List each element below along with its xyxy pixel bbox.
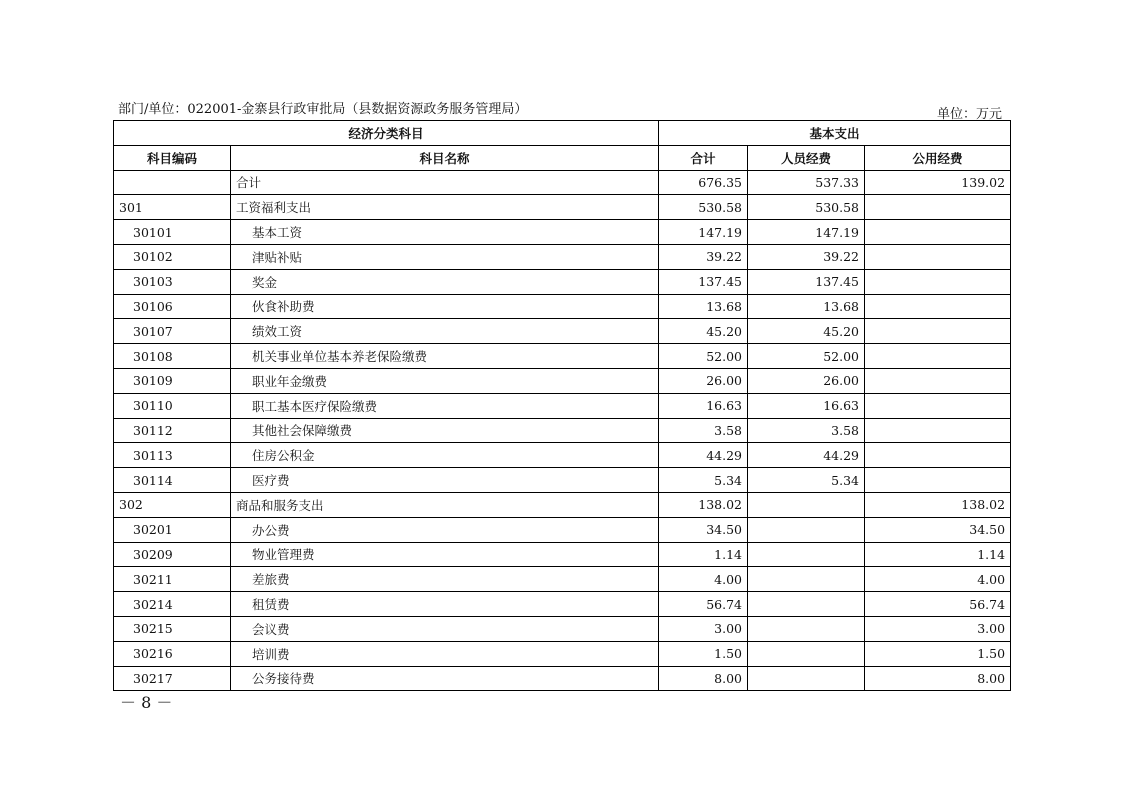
row-public-cell: 56.74 (865, 592, 1011, 617)
table-row (114, 443, 1011, 468)
row-personnel-cell (748, 616, 865, 641)
row-public-cell: 8.00 (865, 666, 1011, 691)
row-total-cell: 52.00 (659, 344, 748, 369)
row-code-cell: 301 (114, 195, 231, 220)
row-name-cell: 培训费 (231, 641, 659, 666)
row-public-cell (865, 368, 1011, 393)
row-public-cell (865, 468, 1011, 493)
row-code-cell: 30215 (114, 616, 231, 641)
row-code-cell: 30108 (114, 344, 231, 369)
table-row (114, 592, 1011, 617)
table-row (114, 220, 1011, 245)
table-row (114, 393, 1011, 418)
row-personnel-cell: 3.58 (748, 418, 865, 443)
row-public-cell (865, 443, 1011, 468)
table-row (114, 269, 1011, 294)
column-header-total: 合计 (659, 145, 748, 170)
row-public-cell (865, 319, 1011, 344)
row-code-cell: 30214 (114, 592, 231, 617)
row-total-cell: 26.00 (659, 368, 748, 393)
table-row (114, 517, 1011, 542)
basic-expenditure-header: 基本支出 (659, 121, 1011, 146)
row-code-cell: 30209 (114, 542, 231, 567)
row-name-cell: 机关事业单位基本养老保险缴费 (231, 344, 659, 369)
row-code-cell: 30216 (114, 641, 231, 666)
row-personnel-cell: 39.22 (748, 244, 865, 269)
row-total-cell: 34.50 (659, 517, 748, 542)
row-name-cell: 租赁费 (231, 592, 659, 617)
row-code-cell: 30110 (114, 393, 231, 418)
row-public-cell: 3.00 (865, 616, 1011, 641)
row-personnel-cell: 44.29 (748, 443, 865, 468)
row-personnel-cell: 530.58 (748, 195, 865, 220)
row-personnel-cell: 537.33 (748, 170, 865, 195)
table-row (114, 616, 1011, 641)
row-total-cell: 530.58 (659, 195, 748, 220)
row-public-cell: 1.14 (865, 542, 1011, 567)
row-personnel-cell: 26.00 (748, 368, 865, 393)
row-personnel-cell (748, 517, 865, 542)
row-name-cell: 物业管理费 (231, 542, 659, 567)
row-personnel-cell: 16.63 (748, 393, 865, 418)
row-name-cell: 商品和服务支出 (231, 492, 659, 517)
column-header-name: 科目名称 (231, 145, 659, 170)
row-total-cell: 3.58 (659, 418, 748, 443)
table-row (114, 468, 1011, 493)
table-row (114, 294, 1011, 319)
table-row (114, 319, 1011, 344)
row-personnel-cell: 5.34 (748, 468, 865, 493)
row-personnel-cell (748, 592, 865, 617)
row-name-cell: 绩效工资 (231, 319, 659, 344)
row-public-cell: 34.50 (865, 517, 1011, 542)
row-total-cell: 39.22 (659, 244, 748, 269)
row-total-cell: 16.63 (659, 393, 748, 418)
row-name-cell: 医疗费 (231, 468, 659, 493)
row-name-cell: 会议费 (231, 616, 659, 641)
column-header-personnel: 人员经费 (748, 145, 865, 170)
row-public-cell (865, 244, 1011, 269)
row-total-cell: 8.00 (659, 666, 748, 691)
row-total-cell: 3.00 (659, 616, 748, 641)
row-public-cell: 139.02 (865, 170, 1011, 195)
row-total-cell: 4.00 (659, 567, 748, 592)
row-code-cell: 30114 (114, 468, 231, 493)
basic-expenditure-table (113, 120, 1011, 691)
row-personnel-cell (748, 666, 865, 691)
row-total-cell: 137.45 (659, 269, 748, 294)
row-code-cell: 30211 (114, 567, 231, 592)
table-row (114, 492, 1011, 517)
row-public-cell (865, 418, 1011, 443)
table-row (114, 170, 1011, 195)
row-total-cell: 138.02 (659, 492, 748, 517)
row-personnel-cell (748, 542, 865, 567)
department-unit-label: 部门/单位：022001-金寨县行政审批局（县数据资源政务服务管理局） (118, 102, 528, 117)
row-code-cell: 30101 (114, 220, 231, 245)
row-name-cell: 合计 (231, 170, 659, 195)
econ-category-header: 经济分类科目 (114, 121, 659, 146)
row-personnel-cell: 137.45 (748, 269, 865, 294)
table-row (114, 344, 1011, 369)
row-public-cell (865, 294, 1011, 319)
table-row (114, 418, 1011, 443)
row-personnel-cell: 52.00 (748, 344, 865, 369)
row-total-cell: 13.68 (659, 294, 748, 319)
row-code-cell: 30106 (114, 294, 231, 319)
row-name-cell: 基本工资 (231, 220, 659, 245)
row-public-cell (865, 393, 1011, 418)
table-row (114, 542, 1011, 567)
row-total-cell: 56.74 (659, 592, 748, 617)
row-name-cell: 办公费 (231, 517, 659, 542)
row-code-cell: 30109 (114, 368, 231, 393)
row-public-cell (865, 344, 1011, 369)
row-public-cell: 1.50 (865, 641, 1011, 666)
page-number: － 8 － (120, 693, 173, 712)
row-personnel-cell: 45.20 (748, 319, 865, 344)
column-header-public: 公用经费 (865, 145, 1011, 170)
table-row (114, 368, 1011, 393)
row-total-cell: 44.29 (659, 443, 748, 468)
row-code-cell: 30102 (114, 244, 231, 269)
table-row (114, 195, 1011, 220)
row-public-cell: 4.00 (865, 567, 1011, 592)
row-code-cell: 302 (114, 492, 231, 517)
currency-unit-label: 单位：万元 (936, 107, 1002, 122)
row-code-cell: 30217 (114, 666, 231, 691)
row-total-cell: 45.20 (659, 319, 748, 344)
row-personnel-cell (748, 567, 865, 592)
row-name-cell: 住房公积金 (231, 443, 659, 468)
row-public-cell (865, 195, 1011, 220)
row-name-cell: 差旅费 (231, 567, 659, 592)
group-header-row (114, 121, 1011, 146)
row-code-cell: 30201 (114, 517, 231, 542)
row-total-cell: 1.50 (659, 641, 748, 666)
table-row (114, 567, 1011, 592)
row-total-cell: 147.19 (659, 220, 748, 245)
row-total-cell: 676.35 (659, 170, 748, 195)
row-public-cell (865, 220, 1011, 245)
column-header-row (114, 145, 1011, 170)
row-code-cell: 30113 (114, 443, 231, 468)
row-public-cell (865, 269, 1011, 294)
column-header-code: 科目编码 (114, 145, 231, 170)
row-name-cell: 其他社会保障缴费 (231, 418, 659, 443)
row-name-cell: 津贴补贴 (231, 244, 659, 269)
row-code-cell: 30107 (114, 319, 231, 344)
row-total-cell: 5.34 (659, 468, 748, 493)
row-code-cell (114, 170, 231, 195)
row-personnel-cell: 147.19 (748, 220, 865, 245)
table-row (114, 641, 1011, 666)
row-name-cell: 职业年金缴费 (231, 368, 659, 393)
row-personnel-cell (748, 492, 865, 517)
row-name-cell: 公务接待费 (231, 666, 659, 691)
row-name-cell: 奖金 (231, 269, 659, 294)
table-row (114, 244, 1011, 269)
row-personnel-cell (748, 641, 865, 666)
row-personnel-cell: 13.68 (748, 294, 865, 319)
table-row (114, 666, 1011, 691)
row-total-cell: 1.14 (659, 542, 748, 567)
row-name-cell: 工资福利支出 (231, 195, 659, 220)
row-code-cell: 30112 (114, 418, 231, 443)
row-name-cell: 伙食补助费 (231, 294, 659, 319)
row-name-cell: 职工基本医疗保险缴费 (231, 393, 659, 418)
row-public-cell: 138.02 (865, 492, 1011, 517)
table-body (114, 170, 1011, 691)
row-code-cell: 30103 (114, 269, 231, 294)
